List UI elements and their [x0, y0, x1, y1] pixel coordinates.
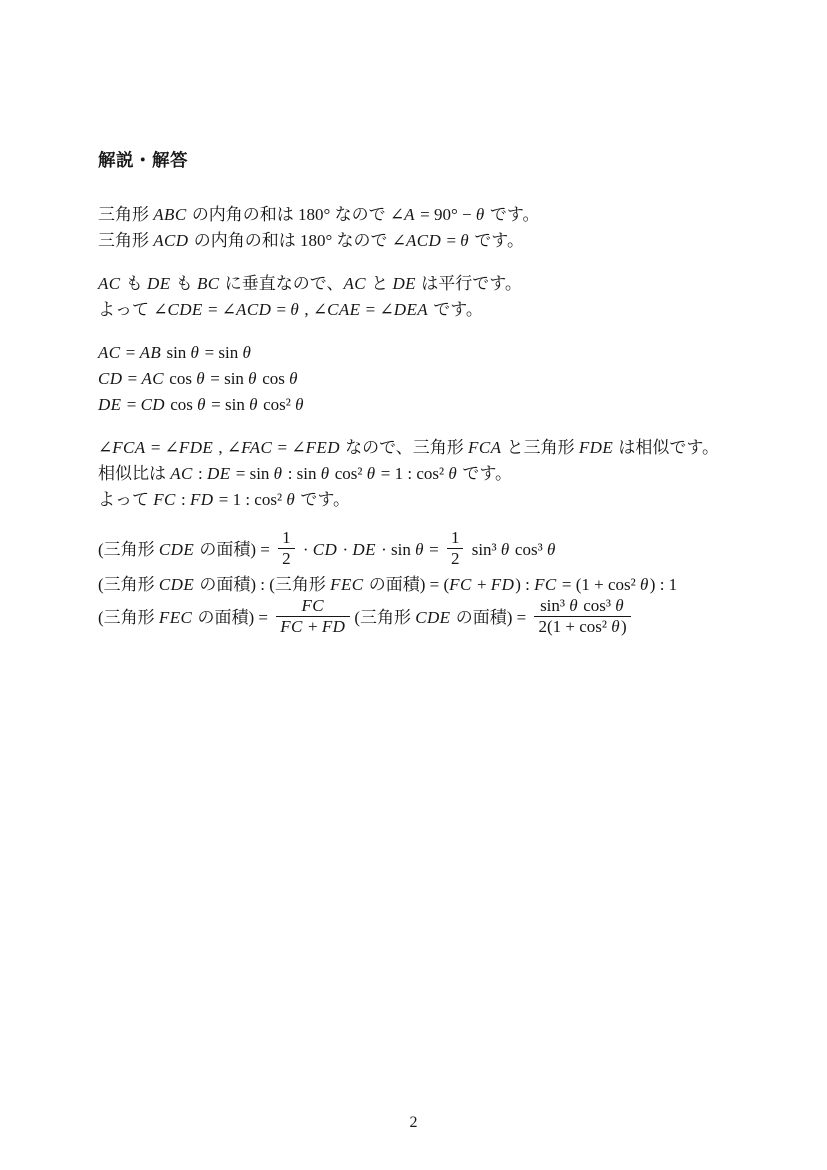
math-variable: ACD	[153, 231, 189, 250]
text-segment: = sin	[231, 464, 274, 483]
text-segment: と	[366, 274, 393, 293]
text-segment: :	[176, 490, 191, 509]
text-segment: は相似です。	[614, 438, 719, 457]
math-variable: CDE	[415, 607, 451, 627]
text-segment: )	[620, 617, 627, 637]
math-variable: ACD	[236, 300, 272, 319]
math-variable: θ	[415, 539, 424, 559]
text-segment: の内角の和は 180° なので ∠	[189, 231, 406, 250]
math-variable: DE	[207, 464, 231, 483]
text-segment: = sin	[206, 395, 250, 414]
text-segment: なので、三角形	[340, 438, 469, 457]
math-variable: FCA	[468, 438, 502, 457]
text-line	[98, 297, 758, 323]
math-variable: θ	[366, 464, 376, 483]
text-segment: = 1 : cos²	[214, 490, 287, 509]
text-segment: cos	[165, 395, 198, 414]
math-line	[98, 366, 758, 392]
math-variable: FC	[153, 490, 176, 509]
text-segment: (三角形	[354, 607, 416, 627]
text-segment: =	[424, 539, 443, 559]
text-segment: よって	[98, 490, 154, 509]
text-segment: ·	[338, 539, 353, 559]
section-heading: 解説・解答	[98, 150, 188, 170]
math-variable: CD	[140, 395, 165, 414]
math-variable: FAC	[241, 438, 273, 457]
math-variable: θ	[289, 369, 298, 388]
math-variable: AC	[170, 464, 193, 483]
text-segment: cos²	[330, 464, 367, 483]
math-variable: FDE	[178, 438, 214, 457]
math-variable: CDE	[167, 300, 203, 319]
math-variable: FC	[534, 574, 557, 594]
math-variable: AB	[139, 343, 162, 362]
math-variable: θ	[197, 395, 206, 414]
math-variable: ACD	[406, 231, 442, 250]
math-line	[98, 340, 758, 366]
math-variable: FC	[449, 574, 472, 594]
text-segment: (三角形	[98, 574, 159, 594]
text-segment: に垂直なので、	[220, 274, 344, 293]
text-segment: = 1 : cos²	[376, 464, 449, 483]
fraction-numerator	[278, 528, 295, 548]
math-variable: AC	[343, 274, 366, 293]
fraction-denominator	[278, 548, 295, 569]
math-variable: θ	[569, 595, 579, 615]
math-variable: FCA	[112, 438, 146, 457]
text-segment: (三角形	[98, 539, 159, 559]
text-segment: = (1 + cos²	[557, 574, 641, 594]
paragraph-parallel	[98, 271, 758, 323]
math-variable: θ	[500, 539, 510, 559]
text-segment: です。	[470, 231, 524, 250]
text-line	[98, 228, 758, 254]
math-variable: A	[404, 205, 415, 224]
math-variable: θ	[475, 205, 485, 224]
math-variable: CD	[312, 539, 338, 559]
math-variable: θ	[320, 464, 330, 483]
text-segment: ) :	[515, 574, 535, 594]
paragraph-areas	[98, 530, 758, 640]
math-variable: θ	[611, 617, 620, 637]
text-segment: です。	[429, 300, 483, 319]
math-variable: ABC	[153, 205, 187, 224]
fraction	[534, 596, 630, 638]
math-variable: AC	[141, 369, 165, 388]
math-variable: FD	[490, 574, 515, 594]
text-segment: , ∠	[300, 300, 328, 319]
text-segment: +	[472, 574, 491, 594]
text-segment: です。	[296, 490, 350, 509]
text-segment: = ∠	[361, 300, 394, 319]
text-segment: = ∠	[273, 438, 306, 457]
math-variable: FC	[280, 617, 303, 637]
text-line	[98, 202, 758, 228]
text-segment: +	[303, 617, 322, 637]
text-segment: 2(1 + cos²	[538, 617, 612, 637]
math-variable: DE	[98, 395, 122, 414]
math-variable: θ	[640, 574, 649, 594]
fraction-denominator	[276, 616, 350, 637]
text-segment: =	[121, 343, 140, 362]
text-segment: 三角形	[98, 205, 154, 224]
content-area	[98, 147, 758, 640]
text-segment: も	[171, 274, 197, 293]
text-segment: も	[121, 274, 148, 293]
text-segment: ∠	[98, 438, 113, 457]
math-variable: FD	[190, 490, 214, 509]
text-segment: sin³	[467, 539, 501, 559]
text-segment: = ∠	[203, 300, 237, 319]
fraction	[278, 528, 295, 570]
text-segment: と三角形	[502, 438, 579, 457]
math-variable: θ	[190, 343, 200, 362]
fraction-numerator	[276, 596, 350, 616]
math-variable: FED	[305, 438, 340, 457]
text-segment: cos²	[258, 395, 296, 414]
text-segment: cos³	[579, 595, 616, 615]
text-segment: は平行です。	[416, 274, 522, 293]
math-variable: FEC	[330, 574, 364, 594]
paragraph-similarity	[98, 435, 758, 513]
fraction	[447, 528, 464, 570]
fraction-denominator	[534, 616, 630, 637]
math-variable: CAE	[327, 300, 361, 319]
math-variable: θ	[273, 464, 283, 483]
fraction	[276, 596, 350, 638]
math-variable: FD	[321, 617, 346, 637]
math-variable: FEC	[158, 607, 193, 627]
text-segment: cos	[165, 369, 197, 388]
page-number: 2	[409, 1114, 418, 1131]
math-variable: FDE	[578, 438, 614, 457]
math-line	[98, 572, 758, 598]
text-segment: よって	[98, 300, 154, 319]
fraction-denominator	[447, 548, 464, 569]
math-variable: θ	[290, 300, 300, 319]
math-variable: DE	[147, 274, 171, 293]
text-segment: の面積) =	[451, 607, 531, 627]
text-segment: の面積) : (三角形	[195, 574, 331, 594]
math-variable: θ	[295, 395, 304, 414]
text-segment: :	[193, 464, 208, 483]
text-segment: ∠	[153, 300, 168, 319]
text-segment: = ∠	[146, 438, 179, 457]
text-segment: =	[272, 300, 291, 319]
text-segment: の面積) = (	[364, 574, 450, 594]
math-variable: θ	[242, 343, 252, 362]
math-variable: θ	[196, 369, 205, 388]
text-segment: 1	[282, 528, 291, 547]
text-segment: = 90° −	[415, 205, 476, 224]
text-segment: の面積) =	[193, 607, 273, 627]
text-segment: =	[442, 231, 461, 250]
math-variable: θ	[460, 231, 470, 250]
text-segment: cos³	[510, 539, 547, 559]
text-segment: 2	[450, 549, 460, 569]
math-variable: θ	[249, 395, 258, 414]
math-line	[98, 595, 758, 640]
text-segment: =	[123, 369, 142, 388]
math-variable: CDE	[158, 539, 195, 559]
text-segment: 2	[282, 549, 291, 569]
text-segment: です。	[458, 464, 513, 483]
math-variable: FC	[301, 595, 325, 615]
text-segment: の内角の和は 180° なので ∠	[187, 205, 405, 224]
math-variable: θ	[286, 490, 296, 509]
math-line	[98, 530, 758, 572]
math-variable: CDE	[158, 574, 195, 594]
paragraph-lengths	[98, 340, 758, 418]
text-segment: sin	[162, 343, 191, 362]
text-segment: の面積) =	[195, 539, 275, 559]
fraction-numerator	[447, 528, 464, 548]
math-variable: θ	[248, 369, 257, 388]
math-variable: θ	[615, 595, 625, 615]
fraction-numerator	[534, 596, 630, 616]
math-line	[98, 392, 758, 418]
text-segment: ·	[298, 539, 313, 559]
math-variable: θ	[448, 464, 458, 483]
math-variable: DE	[392, 274, 416, 293]
math-variable: θ	[546, 539, 556, 559]
text-segment: : sin	[283, 464, 321, 483]
text-segment: · sin	[376, 539, 416, 559]
text-segment: ) : 1	[649, 574, 678, 594]
text-segment: = sin	[200, 343, 243, 362]
math-variable: CD	[98, 369, 123, 388]
text-segment: (三角形	[98, 607, 159, 627]
text-segment: 相似比は	[98, 464, 171, 483]
math-variable: DEA	[393, 300, 429, 319]
text-segment: = sin	[205, 369, 249, 388]
text-line	[98, 487, 758, 513]
text-segment: 1	[450, 528, 460, 547]
math-variable: AC	[98, 274, 121, 293]
text-line	[98, 461, 758, 487]
text-segment: 三角形	[98, 231, 154, 250]
text-segment: =	[122, 395, 141, 414]
math-variable: BC	[197, 274, 220, 293]
paragraph-angles	[98, 202, 758, 254]
text-segment: cos	[257, 369, 290, 388]
text-segment: , ∠	[214, 438, 242, 457]
text-line	[98, 271, 758, 297]
math-variable: AC	[98, 343, 121, 362]
text-segment: sin³	[540, 595, 570, 615]
math-variable: DE	[352, 539, 376, 559]
text-line	[98, 435, 758, 461]
text-segment: です。	[485, 205, 540, 224]
